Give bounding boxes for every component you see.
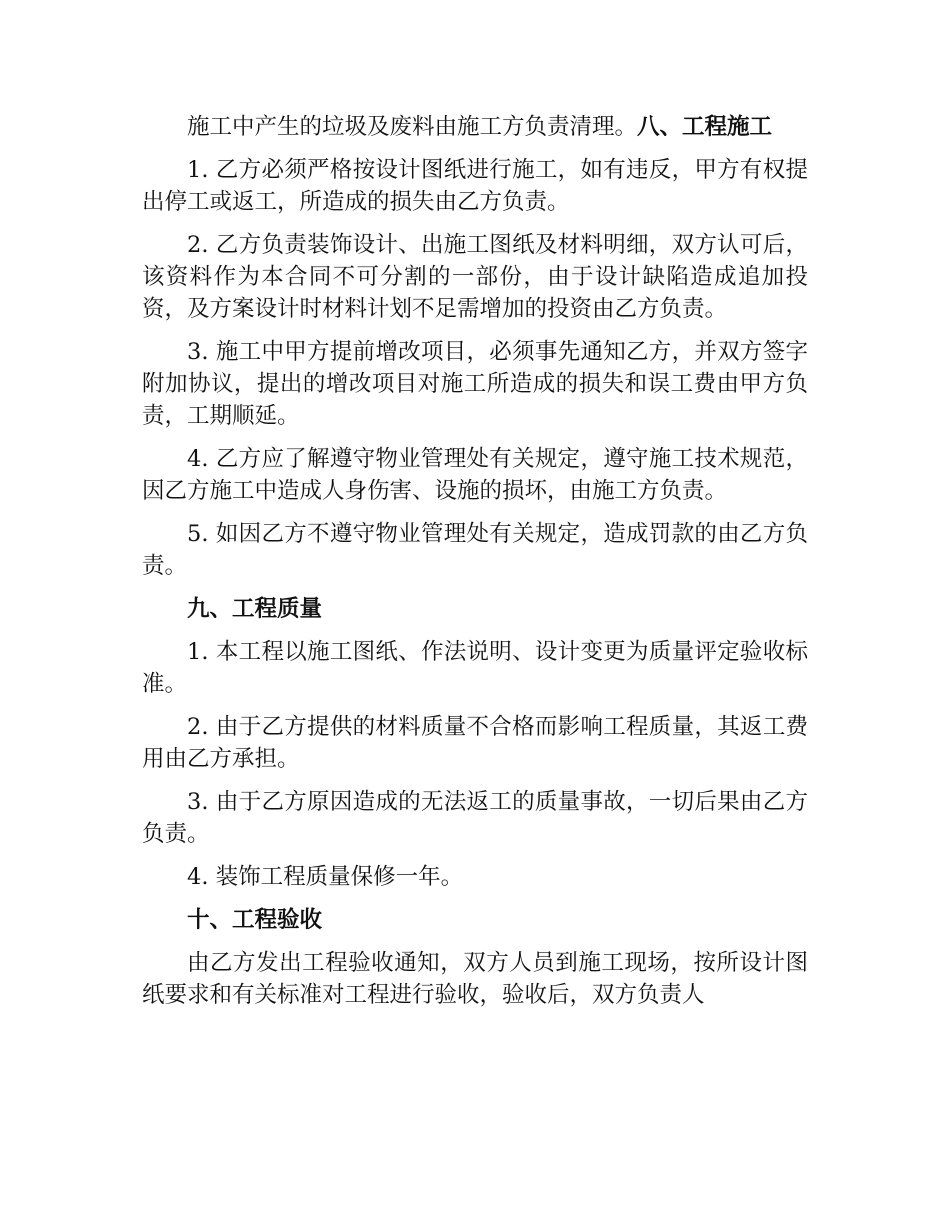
section-9-item-2: 2. 由于乙方提供的材料质量不合格而影响工程质量，其返工费用由乙方承担。 (142, 714, 808, 772)
document-body (142, 111, 808, 1022)
section-9-item-1: 1. 本工程以施工图纸、作法说明、设计变更为质量评定验收标准。 (142, 639, 808, 697)
section-10-heading: 十、工程验收 (187, 907, 323, 933)
section-8-item-3: 3. 施工中甲方提前增改项目，必须事先通知乙方，并双方签字附加协议，提出的增改项目对施工所造成的损失和误工费由甲方负责，工期顺延。 (142, 339, 808, 429)
section-9-item-4: 4. 装饰工程质量保修一年。 (187, 864, 464, 890)
intro-paragraph (142, 111, 808, 143)
section-9-item-3: 3. 由于乙方原因造成的无法返工的质量事故，一切后果由乙方负责。 (142, 789, 808, 847)
section-8-heading: 八、工程施工 (637, 114, 773, 140)
section-9-heading: 九、工程质量 (187, 596, 323, 622)
intro-text: 施工中产生的垃圾及废料由施工方负责清理。 (187, 114, 638, 140)
section-10-item-1: 由乙方发出工程验收通知，双方人员到施工现场，按所设计图纸要求和有关标准对工程进行验收，验收后，双方负责人 (142, 950, 808, 1008)
section-8-item-4: 4. 乙方应了解遵守物业管理处有关规定，遵守施工技术规范，因乙方施工中造成人身伤害、设施的损坏，由施工方负责。 (142, 446, 808, 504)
section-8-item-2: 2. 乙方负责装饰设计、出施工图纸及材料明细，双方认可后，该资料作为本合同不可分割的一部份，由于设计缺陷造成追加投资，及方案设计时材料计划不足需增加的投资由乙方负责。 (142, 232, 808, 322)
section-8-item-5: 5. 如因乙方不遵守物业管理处有关规定，造成罚款的由乙方负责。 (142, 521, 808, 579)
section-8-item-1: 1. 乙方必须严格按设计图纸进行施工，如有违反，甲方有权提出停工或返工，所造成的损失由乙方负责。 (142, 157, 808, 215)
